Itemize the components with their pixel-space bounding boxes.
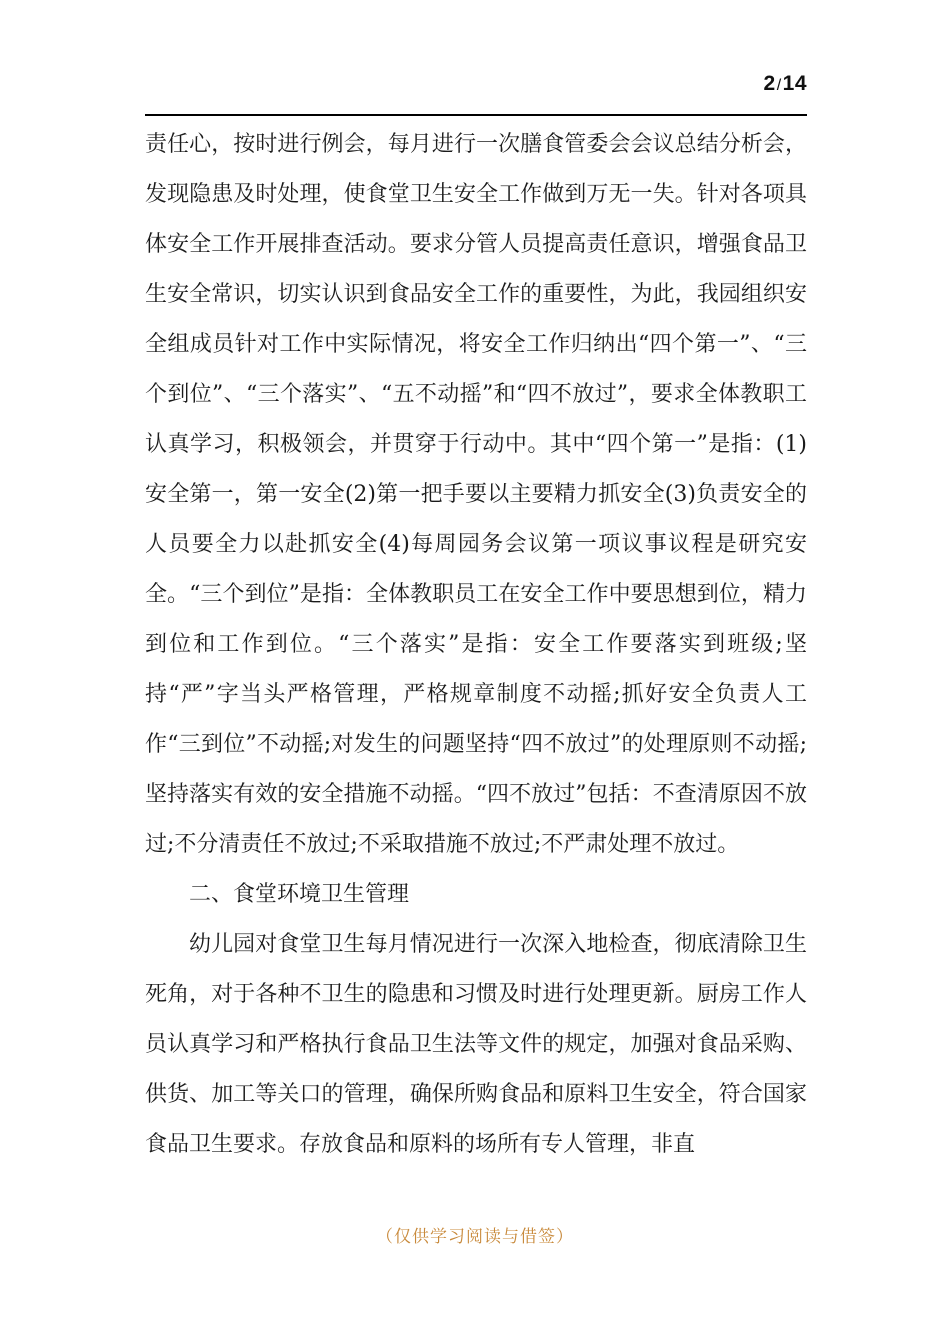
page-current: 2 xyxy=(763,72,776,95)
page-separator: / xyxy=(776,77,782,94)
page-number xyxy=(764,72,808,96)
page-header xyxy=(145,64,807,116)
paragraph: 幼儿园对食堂卫生每月情况进行一次深入地检查，彻底清除卫生死角，对于各种不卫生的隐患和习惯及时进行处理更新。厨房工作人员认真学习和严格执行食品卫生法等文件的规定，加强对食品采购、供货、加工等关口的管理，确保所购食品和原料卫生安全，符合国家食品卫生要求。存放食品和原料的场所有专人管理，非直 xyxy=(145,932,807,1157)
paragraph-continued: 责任心，按时进行例会，每月进行一次膳食管委会会议总结分析会，发现隐患及时处理，使食堂卫生安全工作做到万无一失。针对各项具体安全工作开展排查活动。要求分管人员提高责任意识，增强食品卫生安全常识，切实认识到食品安全工作的重要性，为此，我园组织安全组成员针对工作中实际情况，将安全工作归纳出“四个第一”、“三个到位”、“三个落实”、“五不动摇”和“四不放过”，要求全体教职工认真学习，积极领会，并贯穿于行动中。其中“四个第一”是指：(1)安全第一，第一安全(2)第一把手要以主要精力抓安全(3)负责安全的人员要全力以赴抓安全(4)每周园务会议第一项议事议程是研究安全。“三个到位”是指：全体教职员工在安全工作中要思想到位，精力到位和工作到位。“三个落实”是指：安全工作要落实到班级;坚持“严”字当头严格管理，严格规章制度不动摇;抓好安全负责人工作“三到位”不动摇;对发生的问题坚持“四不放过”的处理原则不动摇;坚持落实有效的安全措施不动摇。“四不放过”包括：不查清原因不放过;不分清责任不放过;不采取措施不放过;不严肃处理不放过。 xyxy=(145,132,807,857)
document-body xyxy=(145,120,807,1170)
page-total: 14 xyxy=(782,72,807,95)
section-heading: 二、食堂环境卫生管理 xyxy=(189,882,410,907)
footer-note: （仅供学习阅读与借签） xyxy=(376,1227,574,1247)
